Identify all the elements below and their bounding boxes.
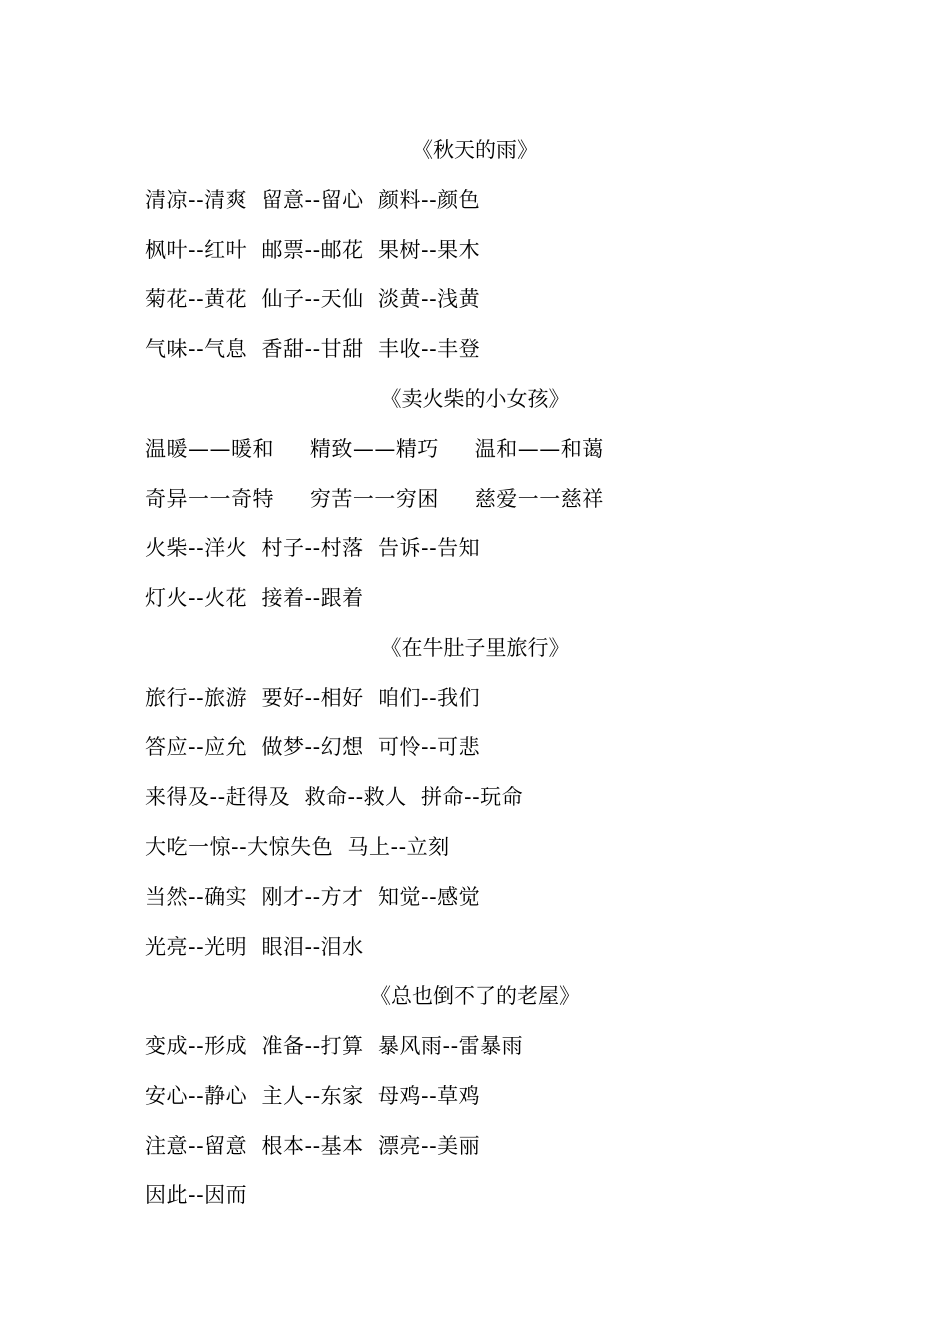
- synonym-line: 灯火--火花 接着--跟着: [145, 586, 364, 610]
- synonym-line: 火柴--洋火 村子--村落 告诉--告知: [145, 536, 481, 560]
- synonym-line: 答应--应允 做梦--幻想 可怜--可悲: [145, 735, 481, 759]
- synonym-line: 因此--因而: [145, 1183, 248, 1207]
- synonym-line: 菊花--黄花 仙子--天仙 淡黄--浅黄: [145, 287, 481, 311]
- synonym-line: 安心--静心 主人--东家 母鸡--草鸡: [145, 1084, 481, 1108]
- synonym-line: 注意--留意 根本--基本 漂亮--美丽: [145, 1134, 481, 1158]
- section-title: 《总也倒不了的老屋》: [370, 984, 580, 1008]
- synonym-line: 旅行--旅游 要好--相好 咱们--我们: [145, 686, 481, 710]
- synonym-line: 温暖——暖和 精致——精巧 温和——和蔼: [145, 437, 604, 461]
- synonym-line: 当然--确实 刚才--方才 知觉--感觉: [145, 885, 481, 909]
- synonym-line: 光亮--光明 眼泪--泪水: [145, 935, 364, 959]
- section-title: 《卖火柴的小女孩》: [380, 387, 570, 411]
- synonym-line: 奇异一一奇特 穷苦一一穷困 慈爱一一慈祥: [145, 487, 604, 511]
- section-title: 《秋天的雨》: [412, 138, 538, 162]
- section-title: 《在牛肚子里旅行》: [380, 636, 570, 660]
- synonym-line: 变成--形成 准备--打算 暴风雨--雷暴雨: [145, 1034, 524, 1058]
- synonym-line: 大吃一惊--大惊失色 马上--立刻: [145, 835, 450, 859]
- synonym-line: 气味--气息 香甜--甘甜 丰收--丰登: [145, 337, 481, 361]
- synonym-line: 来得及--赶得及 救命--救人 拼命--玩命: [145, 785, 524, 809]
- synonym-line: 清凉--清爽 留意--留心 颜料--颜色: [145, 188, 481, 212]
- synonym-line: 枫叶--红叶 邮票--邮花 果树--果木: [145, 238, 481, 262]
